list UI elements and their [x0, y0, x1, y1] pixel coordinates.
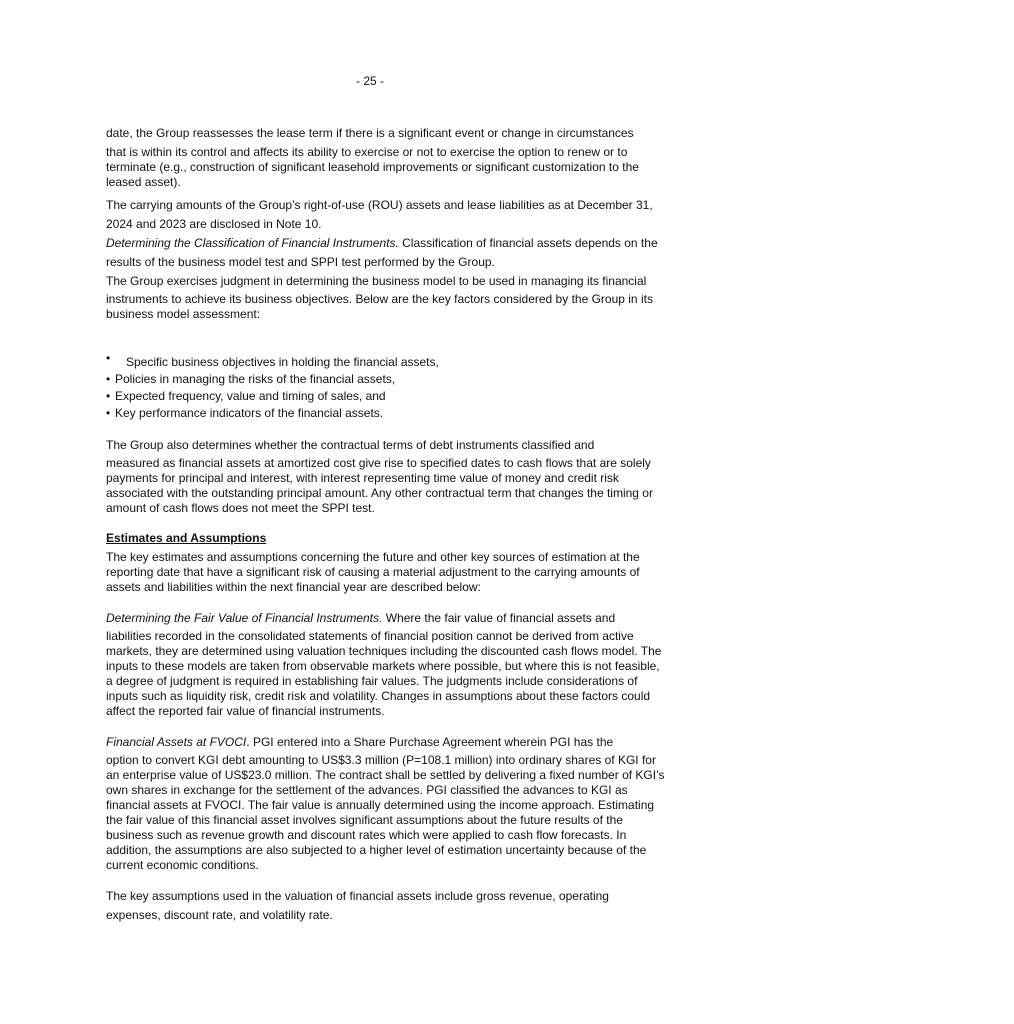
classification-paragraph	[106, 234, 666, 272]
fvoci-title: Financial Assets at FVOCI	[106, 735, 247, 749]
lease-paragraph-cont: that is within its control and affects its ability to exercise or not to exercise the option to renew or to terminate (e.g., construction of significant leasehold improvements or significant customization to the leased asset).	[106, 145, 639, 189]
fvoci-cont: option to convert KGI debt amounting to US$3.3 million (P=108.1 million) into ordinary shares of KGI for an enterprise value of US$23.0 million. The contract shall be settled by delivering a fixed number of KGI’s own shares in exchange for the settlement of the advances. PGI classified the advances to KGI as financial assets at FVOCI. The fair value is annually determined using the income approach. Estimating the fair value of this financial asset involves significant assumptions about the future results of the business such as revenue growth and discount rates which were applied to cash flow forecasts. In addition, the assumptions are also subjected to a higher level of estimation uncertainty because of the current economic conditions.	[106, 753, 665, 872]
sppi-cont: measured as financial assets at amortized cost give rise to specified dates to cash flows that are solely payments for principal and interest, with interest representing time value of money and credit risk associated with the outstanding principal amount. Any other contractual term that changes the timing or amount of cash flows does not meet the SPPI test.	[106, 456, 653, 515]
fair-value-cont: liabilities recorded in the consolidated statements of financial position cannot be derived from active markets, they are determined using valuation techniques including the discounted cash flows model. The inputs to these models are taken from observable markets where possible, but where this is not feasible, a degree of judgment is required in establishing fair values. The judgments include considerations of inputs such as liquidity risk, credit risk and volatility. Changes in assumptions about these factors could affect the reported fair value of financial instruments.	[106, 629, 662, 718]
list-item: • Key performance indicators of the financial assets.	[106, 406, 384, 420]
estimates-paragraph: The key estimates and assumptions concerning the future and other key sources of estimation at the reporting date that have a significant risk of causing a material adjustment to the carrying amounts of assets and liabilities within the next financial year are described below:	[106, 550, 640, 594]
list-item: • Policies in managing the risks of the financial assets,	[106, 372, 396, 386]
key-factors-list	[106, 350, 666, 422]
list-item: • Specific business objectives in holding the financial assets,	[106, 351, 439, 369]
lease-paragraph-line1: date, the Group reassesses the lease term if there is a significant event or change in circumstances	[106, 126, 634, 140]
fvoci-line1	[106, 733, 666, 752]
business-model-line1: The Group exercises judgment in determining the business model to be used in managing its financial	[106, 274, 647, 288]
bullet-icon: •	[106, 351, 111, 365]
bullet-icon: •	[106, 372, 111, 386]
fair-value-line1	[106, 609, 666, 628]
list-item: • Expected frequency, value and timing of sales, and	[106, 389, 386, 403]
bullet-icon: •	[106, 406, 111, 420]
business-model-cont: instruments to achieve its business objectives. Below are the key factors considered by the Group in its business model assessment:	[106, 292, 653, 321]
fair-value-title: Determining the Fair Value of Financial Instruments.	[106, 611, 383, 625]
fair-value-body: Where the fair value of financial assets and	[382, 611, 616, 625]
section-heading: Estimates and Assumptions	[106, 531, 267, 545]
key-assumptions-paragraph: The key assumptions used in the valuation of financial assets include gross revenue, operating expenses, discount rate, and volatility rate.	[106, 889, 609, 922]
classification-body: Classification of financial assets depends on the results of the business model test and SPPI test performed by the Group.	[106, 236, 658, 269]
bullet-icon: •	[106, 389, 111, 403]
rou-paragraph: The carrying amounts of the Group’s right-of-use (ROU) assets and lease liabilities as at December 31, 2024 and 2023 are disclosed in Note 10.	[106, 198, 653, 231]
document-body	[106, 124, 666, 925]
sppi-line1: The Group also determines whether the contractual terms of debt instruments classified and	[106, 438, 595, 452]
classification-title: Determining the Classification of Financial Instruments.	[106, 236, 399, 250]
fvoci-body: . PGI entered into a Share Purchase Agreement wherein PGI has the	[246, 735, 614, 749]
page-number: - 25 -	[355, 74, 384, 88]
